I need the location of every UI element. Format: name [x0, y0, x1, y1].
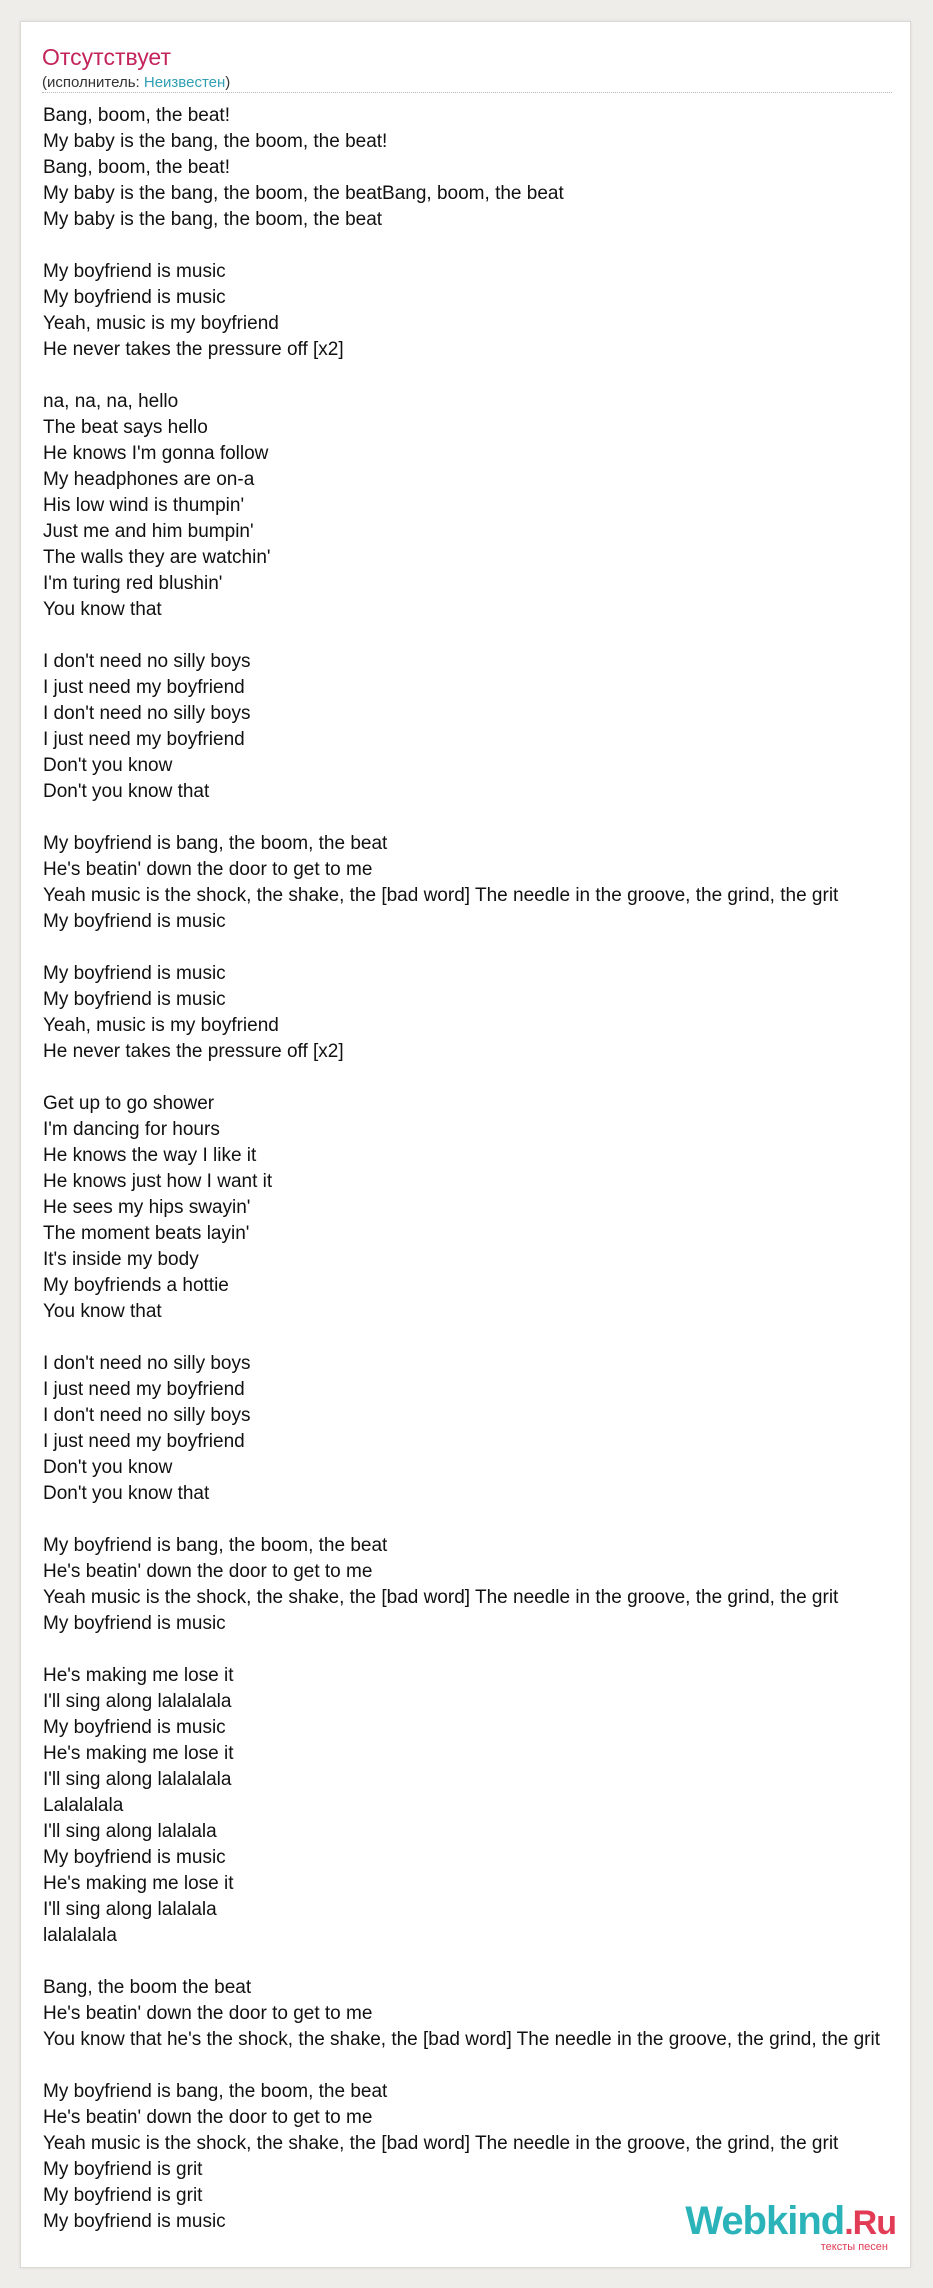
lyric-line: My boyfriend is music: [43, 1847, 226, 1868]
verse: [43, 1663, 911, 1949]
verse: [43, 1533, 911, 1637]
lyric-line: lalalalala: [43, 1925, 117, 1946]
lyric-line: He's making me lose it: [43, 1665, 234, 1686]
lyric-line: I'll sing along lalalalala: [43, 1691, 232, 1712]
lyric-line: He's making me lose it: [43, 1743, 234, 1764]
lyric-line: My boyfriends a hottie: [43, 1275, 229, 1296]
artist-suffix: ): [225, 74, 231, 91]
verse: [43, 649, 911, 805]
logo-tagline: тексты песен: [820, 2241, 888, 2253]
lyric-line: Yeah, music is my boyfriend: [43, 1015, 279, 1036]
title-divider: [42, 92, 892, 93]
lyric-line: He never takes the pressure off [x2]: [43, 339, 344, 360]
lyric-line: I don't need no silly boys: [43, 1405, 251, 1426]
lyric-line: He knows the way I like it: [43, 1145, 257, 1166]
lyric-line: I'll sing along lalalala: [43, 1899, 217, 1920]
lyric-line: My boyfriend is grit: [43, 2159, 203, 2180]
lyric-line: Just me and him bumpin': [43, 521, 254, 542]
lyric-line: He never takes the pressure off [x2]: [43, 1041, 344, 1062]
lyric-line: I'll sing along lalalalala: [43, 1769, 232, 1790]
verse: [43, 1975, 911, 2053]
lyric-line: My boyfriend is music: [43, 2211, 226, 2232]
lyric-line: Yeah music is the shock, the shake, the [bad word] The needle in the groove, the grind, the grit: [43, 885, 839, 906]
lyric-line: My baby is the bang, the boom, the beat!: [43, 131, 388, 152]
lyric-line: My boyfriend is bang, the boom, the beat: [43, 2081, 388, 2102]
lyric-line: My boyfriend is grit: [43, 2185, 203, 2206]
lyric-line: Don't you know: [43, 1457, 173, 1478]
lyric-line: I just need my boyfriend: [43, 729, 245, 750]
lyric-line: My boyfriend is music: [43, 963, 226, 984]
lyric-line: My headphones are on-a: [43, 469, 255, 490]
verse: [43, 103, 911, 233]
lyric-line: My boyfriend is music: [43, 1613, 226, 1634]
lyric-line: Don't you know: [43, 755, 173, 776]
lyric-line: I just need my boyfriend: [43, 1431, 245, 1452]
artist-prefix: (исполнитель:: [42, 74, 144, 91]
lyric-line: The walls they are watchin': [43, 547, 271, 568]
artist-link[interactable]: Неизвестен: [143, 74, 226, 91]
lyric-line: Bang, boom, the beat!: [43, 105, 230, 126]
lyric-line: Bang, boom, the beat!: [43, 157, 230, 178]
lyric-line: He's beatin' down the door to get to me: [43, 2107, 373, 2128]
lyric-line: I'll sing along lalalala: [43, 1821, 217, 1842]
lyric-line: My baby is the bang, the boom, the beat: [43, 209, 383, 230]
lyric-line: I just need my boyfriend: [43, 677, 245, 698]
lyric-line: My boyfriend is bang, the boom, the beat: [43, 1535, 388, 1556]
lyric-line: Yeah music is the shock, the shake, the [bad word] The needle in the groove, the grind, the grit: [43, 1587, 839, 1608]
lyric-line: You know that: [43, 1301, 162, 1322]
lyric-line: He's beatin' down the door to get to me: [43, 2003, 373, 2024]
verse: [43, 961, 911, 1065]
verse: [43, 831, 911, 935]
verse: [43, 1351, 911, 1507]
lyric-line: He knows I'm gonna follow: [43, 443, 269, 464]
site-logo[interactable]: [685, 2201, 896, 2253]
lyric-line: His low wind is thumpin': [43, 495, 245, 516]
lyric-line: I don't need no silly boys: [43, 703, 251, 724]
lyric-line: Bang, the boom the beat: [43, 1977, 252, 1998]
lyric-line: My boyfriend is music: [43, 1717, 226, 1738]
lyric-line: My baby is the bang, the boom, the beatBang, boom, the beat: [43, 183, 564, 204]
logo-brand: Webkind: [685, 2199, 845, 2243]
lyric-line: Don't you know that: [43, 781, 210, 802]
lyric-line: My boyfriend is bang, the boom, the beat: [43, 833, 388, 854]
lyric-line: It's inside my body: [43, 1249, 199, 1270]
verse: [43, 389, 911, 623]
lyric-line: I just need my boyfriend: [43, 1379, 245, 1400]
lyric-line: My boyfriend is music: [43, 287, 226, 308]
lyric-line: Lalalalala: [43, 1795, 124, 1816]
lyric-line: The beat says hello: [43, 417, 208, 438]
verse: [43, 1091, 911, 1325]
artist-line: [42, 74, 230, 92]
lyric-line: I'm dancing for hours: [43, 1119, 220, 1140]
lyric-line: Get up to go shower: [43, 1093, 215, 1114]
lyric-line: He knows just how I want it: [43, 1171, 273, 1192]
lyric-line: I'm turing red blushin': [43, 573, 223, 594]
lyrics-card: [20, 21, 911, 2268]
logo-tld: .Ru: [844, 2204, 896, 2242]
lyric-line: Yeah, music is my boyfriend: [43, 313, 279, 334]
lyric-line: Yeah music is the shock, the shake, the [bad word] The needle in the groove, the grind, the grit: [43, 2133, 839, 2154]
lyric-line: I don't need no silly boys: [43, 1353, 251, 1374]
lyric-line: My boyfriend is music: [43, 911, 226, 932]
lyric-line: You know that he's the shock, the shake, the [bad word] The needle in the groove, the grind, the grit: [43, 2029, 881, 2050]
lyric-line: He sees my hips swayin': [43, 1197, 251, 1218]
song-title: Отсутствует: [42, 44, 171, 70]
lyric-line: Don't you know that: [43, 1483, 210, 1504]
lyric-line: He's beatin' down the door to get to me: [43, 1561, 373, 1582]
lyric-line: You know that: [43, 599, 162, 620]
lyric-line: The moment beats layin': [43, 1223, 250, 1244]
lyric-line: na, na, na, hello: [43, 391, 179, 412]
lyric-line: I don't need no silly boys: [43, 651, 251, 672]
lyric-line: My boyfriend is music: [43, 989, 226, 1010]
lyrics-body: [43, 103, 911, 2261]
lyric-line: My boyfriend is music: [43, 261, 226, 282]
logo-wordmark: [685, 2201, 896, 2243]
lyric-line: He's beatin' down the door to get to me: [43, 859, 373, 880]
verse: [43, 259, 911, 363]
lyric-line: He's making me lose it: [43, 1873, 234, 1894]
